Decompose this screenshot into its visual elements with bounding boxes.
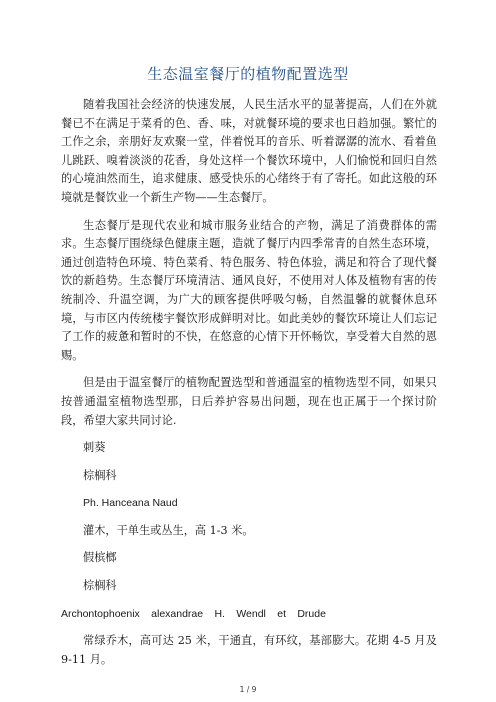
latin-word: Wendl [236, 607, 266, 620]
document-title: 生态温室餐厅的植物配置选型 [147, 65, 349, 83]
latin-word: alexandrae [151, 607, 204, 620]
latin-name-words [61, 605, 326, 624]
plant-name: 刺葵 [83, 441, 106, 455]
latin-word: H. [214, 607, 225, 620]
latin-word: Archontophoenix [61, 607, 140, 620]
paragraph-discussion: 但是由于温室餐厅的植物配置选型和普通温室的植物选型不同，如果只按普通温室植物选型那，日后养护容易出问题，现在也正属于一个探讨阶段，希望大家共同讨论. [61, 376, 437, 427]
plant-latin-name [61, 605, 437, 624]
plant-family: 棕榈科 [83, 579, 117, 593]
paragraph-definition: 生态餐厅是现代农业和城市服务业结合的产物，满足了消费群体的需求。生态餐厅围绕绿色健康主题，造就了餐厅内四季常青的自然生态环境，通过创造特色环境、特色菜肴、特色服务、特色体验，满足和符合了现代餐饮的新趋势。生态餐厅环境清洁、通风良好，不使用对人体及植物有害的传统制冷、升温空调，为广大的顾客提供呼吸匀畅，自然温馨的就餐休息环境，与市区内传统楼宇餐饮形成鲜明对比。如此美妙的餐饮环境让人们忘记了工作的疲惫和暂时的不快，在悠意的心情下开怀畅饮，享受着大自然的恩赐。 [61, 218, 437, 362]
plant-description: 常绿乔木，高可达 25 米，干通直，有环纹，基部膨大。花期 4-5 月及 9-11 月。 [61, 634, 437, 666]
plant-name: 假槟榔 [83, 551, 117, 565]
latin-word: et [277, 607, 286, 620]
plant-latin-name: Ph. Hanceana Naud [83, 497, 178, 510]
page-number: 1 / 9 [239, 685, 257, 694]
document-body [61, 96, 437, 678]
latin-word: Drude [297, 607, 326, 620]
paragraph-intro: 随着我国社会经济的快速发展，人民生活水平的显著提高，人们在外就餐已不在满足于菜肴的色、香、味，对就餐环境的要求也日趋加强。繁忙的工作之余，亲朋好友欢聚一堂，伴着悦耳的音乐、听着潺潺的流水、看着鱼儿跳跃、嗅着淡淡的花香，身处这样一个餐饮环境中，人们愉悦和回归自然的心境油然而生，追求健康、感受快乐的心绪终于有了寄托。如此这般的环境就是餐饮业一个新生产物——生态餐厅。 [61, 98, 437, 204]
plant-description: 灌木，干单生或丛生，高 1-3 米。 [83, 523, 254, 537]
plant-family: 棕榈科 [83, 468, 117, 482]
